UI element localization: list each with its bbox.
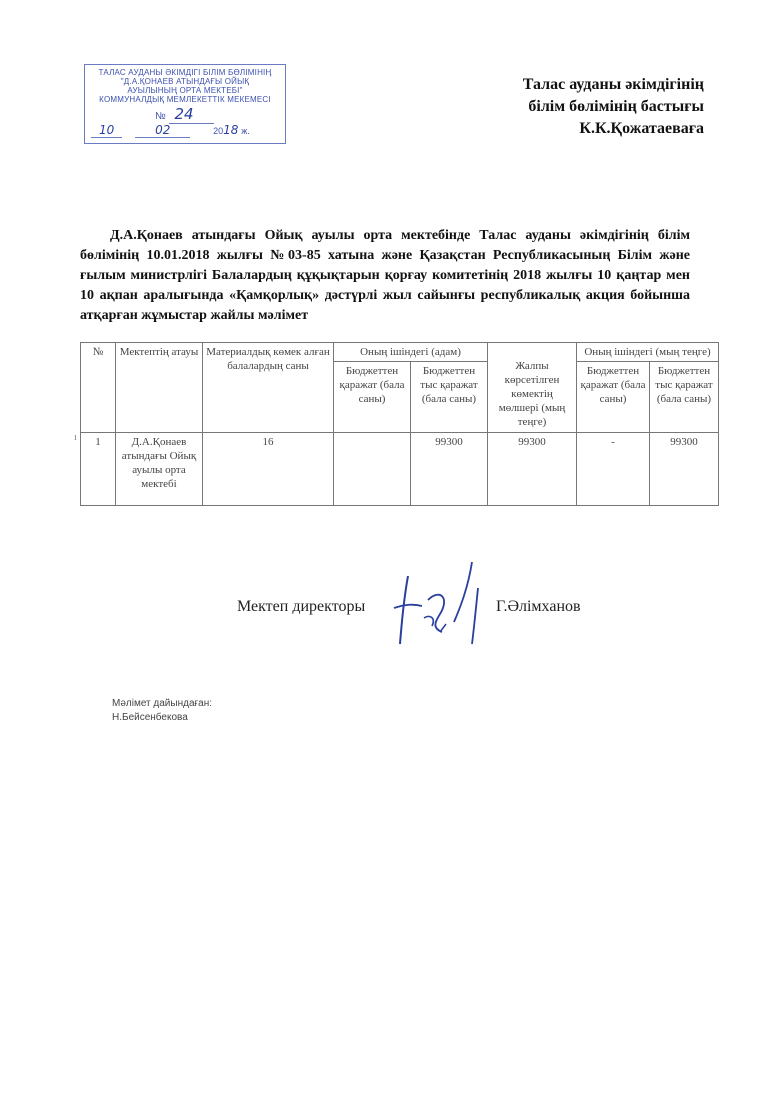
- prepared-name: Н.Бейсенбекова: [112, 712, 188, 723]
- stamp-number-label: №: [155, 111, 166, 122]
- stamp-year-mark: ж.: [241, 126, 250, 136]
- margin-mark: ı: [74, 432, 77, 443]
- col-header-budget-children: Бюджеттен қаражат (бала саны): [334, 362, 411, 433]
- table-row: [81, 433, 719, 506]
- stamp-line: АУЫЛЫНЫҢ ОРТА МЕКТЕБІ": [127, 86, 243, 95]
- title-text: Д.А.Қонаев атындағы Ойық ауылы орта мектебінде Талас ауданы әкімдігінің білім бөлімінің 10.01.2018 жылғы №03-85 хатына және Қазақстан Республикасының Білім және ғылым министрлігі Балалардың құқықтарын қорғау комитетінің 2018 жылғы 10 қаңтар мен 10 ақпан аралығында «Қамқорлық» дәстүрлі жыл сайынғы республикалық акция бойынша атқарған жұмыстар жайлы мәлімет: [80, 228, 690, 323]
- stamp-line: "Д.А.ҚОНАЕВ АТЫНДАҒЫ ОЙЫҚ: [120, 77, 250, 86]
- cell-num: 1: [81, 433, 116, 506]
- col-header-of-which-people: Оның ішіндегі (адам): [334, 343, 488, 362]
- addressee-line: К.К.Қожатаеваға: [579, 120, 704, 137]
- col-header-budget-money: Бюджеттен қаражат (бала саны): [577, 362, 650, 433]
- prepared-by: [112, 697, 212, 725]
- stamp-header: [85, 68, 285, 104]
- stamp-line: ТАЛАС АУДАНЫ ӘКІМДІГІ БІЛІМ БӨЛІМІНІҢ: [98, 68, 272, 77]
- report-table: [80, 342, 719, 506]
- cell-budget-money: -: [577, 433, 650, 506]
- addressee-block: [523, 74, 704, 140]
- addressee-line: білім бөлімінің бастығы: [528, 98, 704, 115]
- document-title: [80, 226, 690, 326]
- cell-school: Д.А.Қонаев атындағы Ойық ауылы орта мектебі: [116, 433, 203, 506]
- stamp-day: 10: [91, 123, 122, 138]
- stamp-number: [155, 105, 214, 123]
- stamp-number-value: 24: [169, 105, 214, 124]
- prepared-label: Мәлімет дайындаған:: [112, 698, 213, 709]
- stamp-year-suffix: 18: [223, 123, 239, 137]
- stamp-year-prefix: 20: [213, 126, 224, 136]
- cell-total-amount: 99300: [488, 433, 577, 506]
- addressee-line: Талас ауданы әкімдігінің: [522, 76, 704, 93]
- cell-offbudget-children: 99300: [411, 433, 488, 506]
- col-header-total-amount: Жалпы көрсетілген көмектің мөлшері (мың теңге): [488, 343, 577, 433]
- cell-children: 16: [203, 433, 334, 506]
- col-header-num: №: [81, 343, 116, 433]
- stamp-date: [91, 123, 281, 137]
- col-header-school: Мектептің атауы: [116, 343, 203, 433]
- registration-stamp: [84, 64, 286, 144]
- col-header-children: Материалдық көмек алған балалар​дың саны: [203, 343, 334, 433]
- col-header-of-which-money: Оның ішіндегі (мың теңге): [577, 343, 719, 362]
- table-header-row: [81, 343, 719, 362]
- signatory-name: Г.Әлімханов: [496, 598, 581, 615]
- handwritten-signature: [380, 548, 490, 658]
- stamp-month: 02: [135, 123, 190, 138]
- stamp-line: КОММУНАЛДЫҚ МЕМЛЕКЕТТІК МЕКЕМЕСІ: [99, 95, 271, 104]
- signature-label: Мектеп директоры: [237, 598, 366, 615]
- cell-offbudget-money: 99300: [650, 433, 719, 506]
- col-header-offbudget-children: Бюджеттен тыс қаражат (бала саны): [411, 362, 488, 433]
- col-header-offbudget-money: Бюджеттен тыс қаражат (бала саны): [650, 362, 719, 433]
- cell-budget-children: [334, 433, 411, 506]
